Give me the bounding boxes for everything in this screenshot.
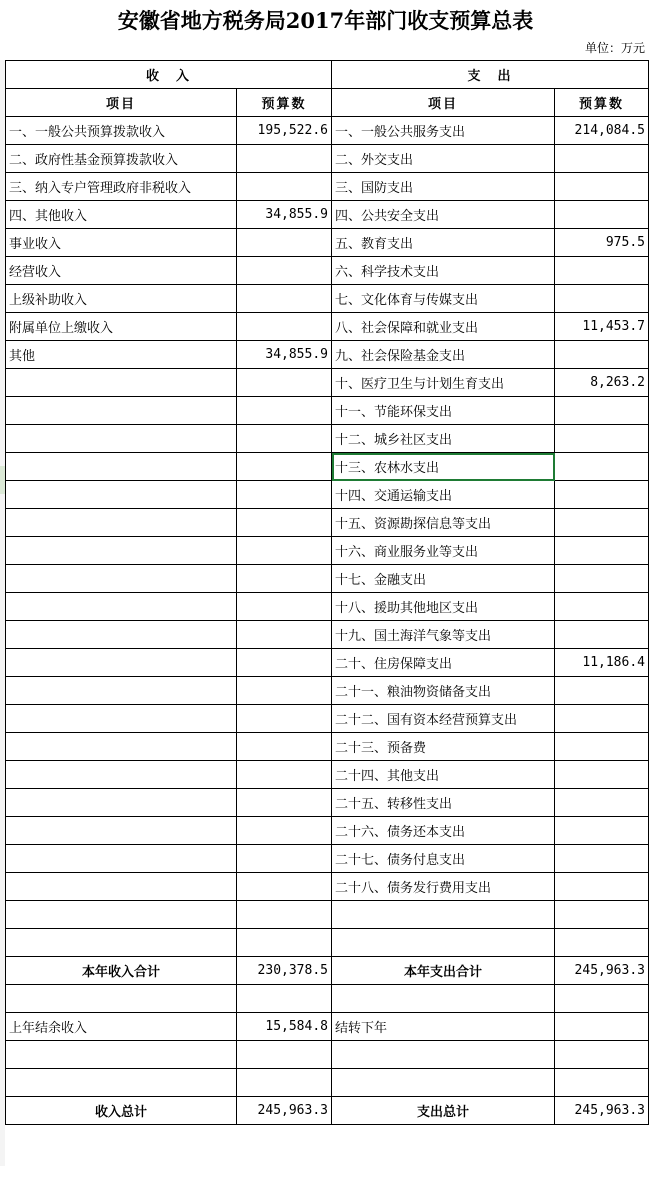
- income-item-cell[interactable]: [6, 929, 237, 957]
- income-item-cell[interactable]: [6, 565, 237, 593]
- table-row: [6, 789, 649, 817]
- income-value-cell[interactable]: [237, 369, 332, 397]
- income-value-cell[interactable]: [237, 145, 332, 173]
- column-header-row: [6, 89, 649, 117]
- income-item-cell[interactable]: [6, 817, 237, 845]
- income-item-cell[interactable]: [6, 453, 237, 481]
- table-row: [6, 649, 649, 677]
- income-value-cell[interactable]: [237, 1041, 332, 1069]
- page-title: 安徽省地方税务局2017年部门收支预算总表: [117, 8, 534, 33]
- expense-value-cell[interactable]: 11,453.7: [555, 313, 649, 341]
- income-value-cell[interactable]: [237, 453, 332, 481]
- income-item-cell[interactable]: 本年收入合计: [6, 957, 237, 985]
- table-row: [6, 201, 649, 229]
- income-value-cell[interactable]: [237, 705, 332, 733]
- unit-label: 单位：万元: [584, 41, 645, 55]
- table-row: [6, 565, 649, 593]
- expense-item-cell[interactable]: 二十六、债务还本支出: [332, 817, 555, 845]
- expense-value-cell[interactable]: [555, 201, 649, 229]
- expense-value-cell[interactable]: [555, 565, 649, 593]
- table-row: [6, 845, 649, 873]
- table-row: [6, 929, 649, 957]
- expense-item-cell[interactable]: 二十五、转移性支出: [332, 789, 555, 817]
- expense-value-cell[interactable]: [555, 285, 649, 313]
- expense-item-cell[interactable]: 支出总计: [332, 1097, 555, 1125]
- income-value-cell[interactable]: [237, 845, 332, 873]
- expense-value-cell[interactable]: [555, 1013, 649, 1041]
- expense-value-cell[interactable]: [555, 425, 649, 453]
- expense-item-cell[interactable]: 十六、商业服务业等支出: [332, 537, 555, 565]
- expense-value-cell[interactable]: [555, 929, 649, 957]
- expense-value-cell[interactable]: 214,084.5: [555, 117, 649, 145]
- income-value-cell[interactable]: 15,584.8: [237, 1013, 332, 1041]
- expense-value-cell[interactable]: 11,186.4: [555, 649, 649, 677]
- income-item-cell[interactable]: [6, 1041, 237, 1069]
- income-value-cell[interactable]: 245,963.3: [237, 1097, 332, 1125]
- expense-value-cell[interactable]: 245,963.3: [555, 957, 649, 985]
- expense-value-cell[interactable]: [555, 789, 649, 817]
- expense-item-cell[interactable]: 二十八、债务发行费用支出: [332, 873, 555, 901]
- expense-item-cell[interactable]: [332, 1069, 555, 1097]
- income-section-header[interactable]: 收 入: [6, 61, 332, 89]
- expense-value-cell[interactable]: 8,263.2: [555, 369, 649, 397]
- expense-value-cell[interactable]: [555, 173, 649, 201]
- income-value-cell[interactable]: [237, 677, 332, 705]
- expense-value-cell[interactable]: [555, 761, 649, 789]
- expense-item-cell[interactable]: 十二、城乡社区支出: [332, 425, 555, 453]
- expense-value-cell[interactable]: [555, 705, 649, 733]
- table-row: [6, 397, 649, 425]
- table-row: [6, 817, 649, 845]
- income-value-cell[interactable]: [237, 425, 332, 453]
- table-row: [6, 341, 649, 369]
- income-value-cell[interactable]: [237, 593, 332, 621]
- income-item-header[interactable]: 项目: [6, 89, 237, 117]
- expense-value-cell[interactable]: [555, 1069, 649, 1097]
- table-row: [6, 733, 649, 761]
- expense-value-cell[interactable]: 245,963.3: [555, 1097, 649, 1125]
- income-value-cell[interactable]: [237, 761, 332, 789]
- expense-value-cell[interactable]: [555, 453, 649, 481]
- income-item-cell[interactable]: 经营收入: [6, 257, 237, 285]
- income-item-cell[interactable]: [6, 621, 237, 649]
- income-item-cell[interactable]: 附属单位上缴收入: [6, 313, 237, 341]
- table-row: [6, 369, 649, 397]
- income-item-cell[interactable]: [6, 425, 237, 453]
- table-row: [6, 901, 649, 929]
- table-row: [6, 537, 649, 565]
- income-item-cell[interactable]: [6, 705, 237, 733]
- expense-item-cell[interactable]: [332, 901, 555, 929]
- income-item-cell[interactable]: [6, 873, 237, 901]
- expense-item-cell[interactable]: 十五、资源勘探信息等支出: [332, 509, 555, 537]
- table-row: [6, 425, 649, 453]
- table-row: [6, 1041, 649, 1069]
- expense-item-cell[interactable]: 十一、节能环保支出: [332, 397, 555, 425]
- total-row: [6, 1097, 649, 1125]
- section-header-row: [6, 61, 649, 89]
- income-item-cell[interactable]: 上级补助收入: [6, 285, 237, 313]
- income-item-cell[interactable]: 二、政府性基金预算拨款收入: [6, 145, 237, 173]
- expense-item-cell[interactable]: 八、社会保障和就业支出: [332, 313, 555, 341]
- expense-section-header[interactable]: 支 出: [332, 61, 649, 89]
- income-value-cell[interactable]: [237, 537, 332, 565]
- table-row: [6, 145, 649, 173]
- expense-value-cell[interactable]: [555, 845, 649, 873]
- income-value-cell[interactable]: [237, 173, 332, 201]
- income-value-cell[interactable]: [237, 873, 332, 901]
- income-item-cell[interactable]: [6, 537, 237, 565]
- expense-item-cell[interactable]: 十四、交通运输支出: [332, 481, 555, 509]
- expense-value-cell[interactable]: [555, 145, 649, 173]
- expense-value-cell[interactable]: [555, 985, 649, 1013]
- expense-item-cell[interactable]: 四、公共安全支出: [332, 201, 555, 229]
- income-item-cell[interactable]: 事业收入: [6, 229, 237, 257]
- income-item-cell[interactable]: [6, 397, 237, 425]
- expense-item-cell[interactable]: [332, 1041, 555, 1069]
- income-item-cell[interactable]: [6, 677, 237, 705]
- income-item-cell[interactable]: [6, 509, 237, 537]
- income-item-cell[interactable]: [6, 369, 237, 397]
- table-row: [6, 593, 649, 621]
- income-item-cell[interactable]: [6, 789, 237, 817]
- expense-item-cell[interactable]: 二十、住房保障支出: [332, 649, 555, 677]
- income-value-cell[interactable]: 195,522.6: [237, 117, 332, 145]
- income-item-cell[interactable]: [6, 761, 237, 789]
- income-value-cell[interactable]: [237, 621, 332, 649]
- expense-item-cell[interactable]: 二十三、预备费: [332, 733, 555, 761]
- expense-value-cell[interactable]: [555, 733, 649, 761]
- expense-item-cell[interactable]: 二十七、债务付息支出: [332, 845, 555, 873]
- income-item-cell[interactable]: 其他: [6, 341, 237, 369]
- income-item-cell[interactable]: 四、其他收入: [6, 201, 237, 229]
- table-row: [6, 173, 649, 201]
- expense-item-header[interactable]: 项目: [332, 89, 555, 117]
- income-value-cell[interactable]: [237, 901, 332, 929]
- expense-item-cell[interactable]: 二、外交支出: [332, 145, 555, 173]
- table-row: [6, 509, 649, 537]
- expense-item-cell[interactable]: 二十四、其他支出: [332, 761, 555, 789]
- budget-table: [5, 60, 649, 1125]
- table-row: [6, 1013, 649, 1041]
- income-value-cell[interactable]: [237, 509, 332, 537]
- table-row: [6, 677, 649, 705]
- expense-item-cell[interactable]: 二十一、粮油物资储备支出: [332, 677, 555, 705]
- income-item-cell[interactable]: [6, 845, 237, 873]
- income-value-cell[interactable]: [237, 397, 332, 425]
- expense-item-cell[interactable]: 十八、援助其他地区支出: [332, 593, 555, 621]
- expense-item-cell[interactable]: 十、医疗卫生与计划生育支出: [332, 369, 555, 397]
- expense-item-cell[interactable]: 九、社会保险基金支出: [332, 341, 555, 369]
- expense-item-cell[interactable]: 结转下年: [332, 1013, 555, 1041]
- expense-item-cell[interactable]: 三、国防支出: [332, 173, 555, 201]
- expense-value-cell[interactable]: [555, 593, 649, 621]
- income-value-cell[interactable]: [237, 929, 332, 957]
- income-item-cell[interactable]: 收入总计: [6, 1097, 237, 1125]
- expense-item-cell[interactable]: 本年支出合计: [332, 957, 555, 985]
- income-value-cell[interactable]: [237, 789, 332, 817]
- income-value-cell[interactable]: [237, 817, 332, 845]
- expense-value-cell[interactable]: [555, 901, 649, 929]
- expense-value-cell[interactable]: [555, 621, 649, 649]
- expense-item-cell[interactable]: [332, 929, 555, 957]
- expense-value-cell[interactable]: [555, 509, 649, 537]
- table-row: [6, 481, 649, 509]
- table-row: [6, 985, 649, 1013]
- income-value-cell[interactable]: [237, 313, 332, 341]
- income-item-cell[interactable]: 一、一般公共预算拨款收入: [6, 117, 237, 145]
- expense-item-cell[interactable]: 十九、国土海洋气象等支出: [332, 621, 555, 649]
- expense-value-cell[interactable]: [555, 481, 649, 509]
- income-value-cell[interactable]: [237, 285, 332, 313]
- income-budget-header[interactable]: 预算数: [237, 89, 332, 117]
- income-value-cell[interactable]: 230,378.5: [237, 957, 332, 985]
- income-value-cell[interactable]: 34,855.9: [237, 341, 332, 369]
- income-item-cell[interactable]: 三、纳入专户管理政府非税收入: [6, 173, 237, 201]
- table-row: [6, 621, 649, 649]
- income-value-cell[interactable]: [237, 985, 332, 1013]
- income-item-cell[interactable]: [6, 901, 237, 929]
- expense-budget-header[interactable]: 预算数: [555, 89, 649, 117]
- income-value-cell[interactable]: [237, 257, 332, 285]
- income-item-cell[interactable]: [6, 1069, 237, 1097]
- income-item-cell[interactable]: [6, 733, 237, 761]
- expense-value-cell[interactable]: [555, 537, 649, 565]
- table-row: [6, 229, 649, 257]
- income-value-cell[interactable]: [237, 229, 332, 257]
- expense-item-cell[interactable]: 一、一般公共服务支出: [332, 117, 555, 145]
- table-row: [6, 285, 649, 313]
- expense-value-cell[interactable]: [555, 873, 649, 901]
- table-row: [6, 117, 649, 145]
- table-row: [6, 873, 649, 901]
- expense-item-cell[interactable]: 六、科学技术支出: [332, 257, 555, 285]
- table-row: [6, 453, 649, 481]
- income-value-cell[interactable]: [237, 481, 332, 509]
- income-value-cell[interactable]: [237, 733, 332, 761]
- total-row: [6, 957, 649, 985]
- table-row: [6, 761, 649, 789]
- expense-item-cell[interactable]: 十三、农林水支出: [332, 453, 555, 481]
- income-value-cell[interactable]: [237, 565, 332, 593]
- table-row: [6, 1069, 649, 1097]
- expense-value-cell[interactable]: [555, 817, 649, 845]
- expense-value-cell[interactable]: [555, 677, 649, 705]
- expense-value-cell[interactable]: [555, 397, 649, 425]
- income-item-cell[interactable]: [6, 649, 237, 677]
- income-item-cell[interactable]: [6, 985, 237, 1013]
- income-value-cell[interactable]: 34,855.9: [237, 201, 332, 229]
- expense-value-cell[interactable]: [555, 1041, 649, 1069]
- expense-item-cell[interactable]: 五、教育支出: [332, 229, 555, 257]
- table-row: [6, 705, 649, 733]
- income-item-cell[interactable]: 上年结余收入: [6, 1013, 237, 1041]
- expense-value-cell[interactable]: 975.5: [555, 229, 649, 257]
- income-item-cell[interactable]: [6, 481, 237, 509]
- expense-value-cell[interactable]: [555, 257, 649, 285]
- income-item-cell[interactable]: [6, 593, 237, 621]
- expense-item-cell[interactable]: [332, 985, 555, 1013]
- table-row: [6, 313, 649, 341]
- expense-item-cell[interactable]: 十七、金融支出: [332, 565, 555, 593]
- income-value-cell[interactable]: [237, 1069, 332, 1097]
- expense-item-cell[interactable]: 二十二、国有资本经营预算支出: [332, 705, 555, 733]
- expense-value-cell[interactable]: [555, 341, 649, 369]
- expense-item-cell[interactable]: 七、文化体育与传媒支出: [332, 285, 555, 313]
- income-value-cell[interactable]: [237, 649, 332, 677]
- table-row: [6, 257, 649, 285]
